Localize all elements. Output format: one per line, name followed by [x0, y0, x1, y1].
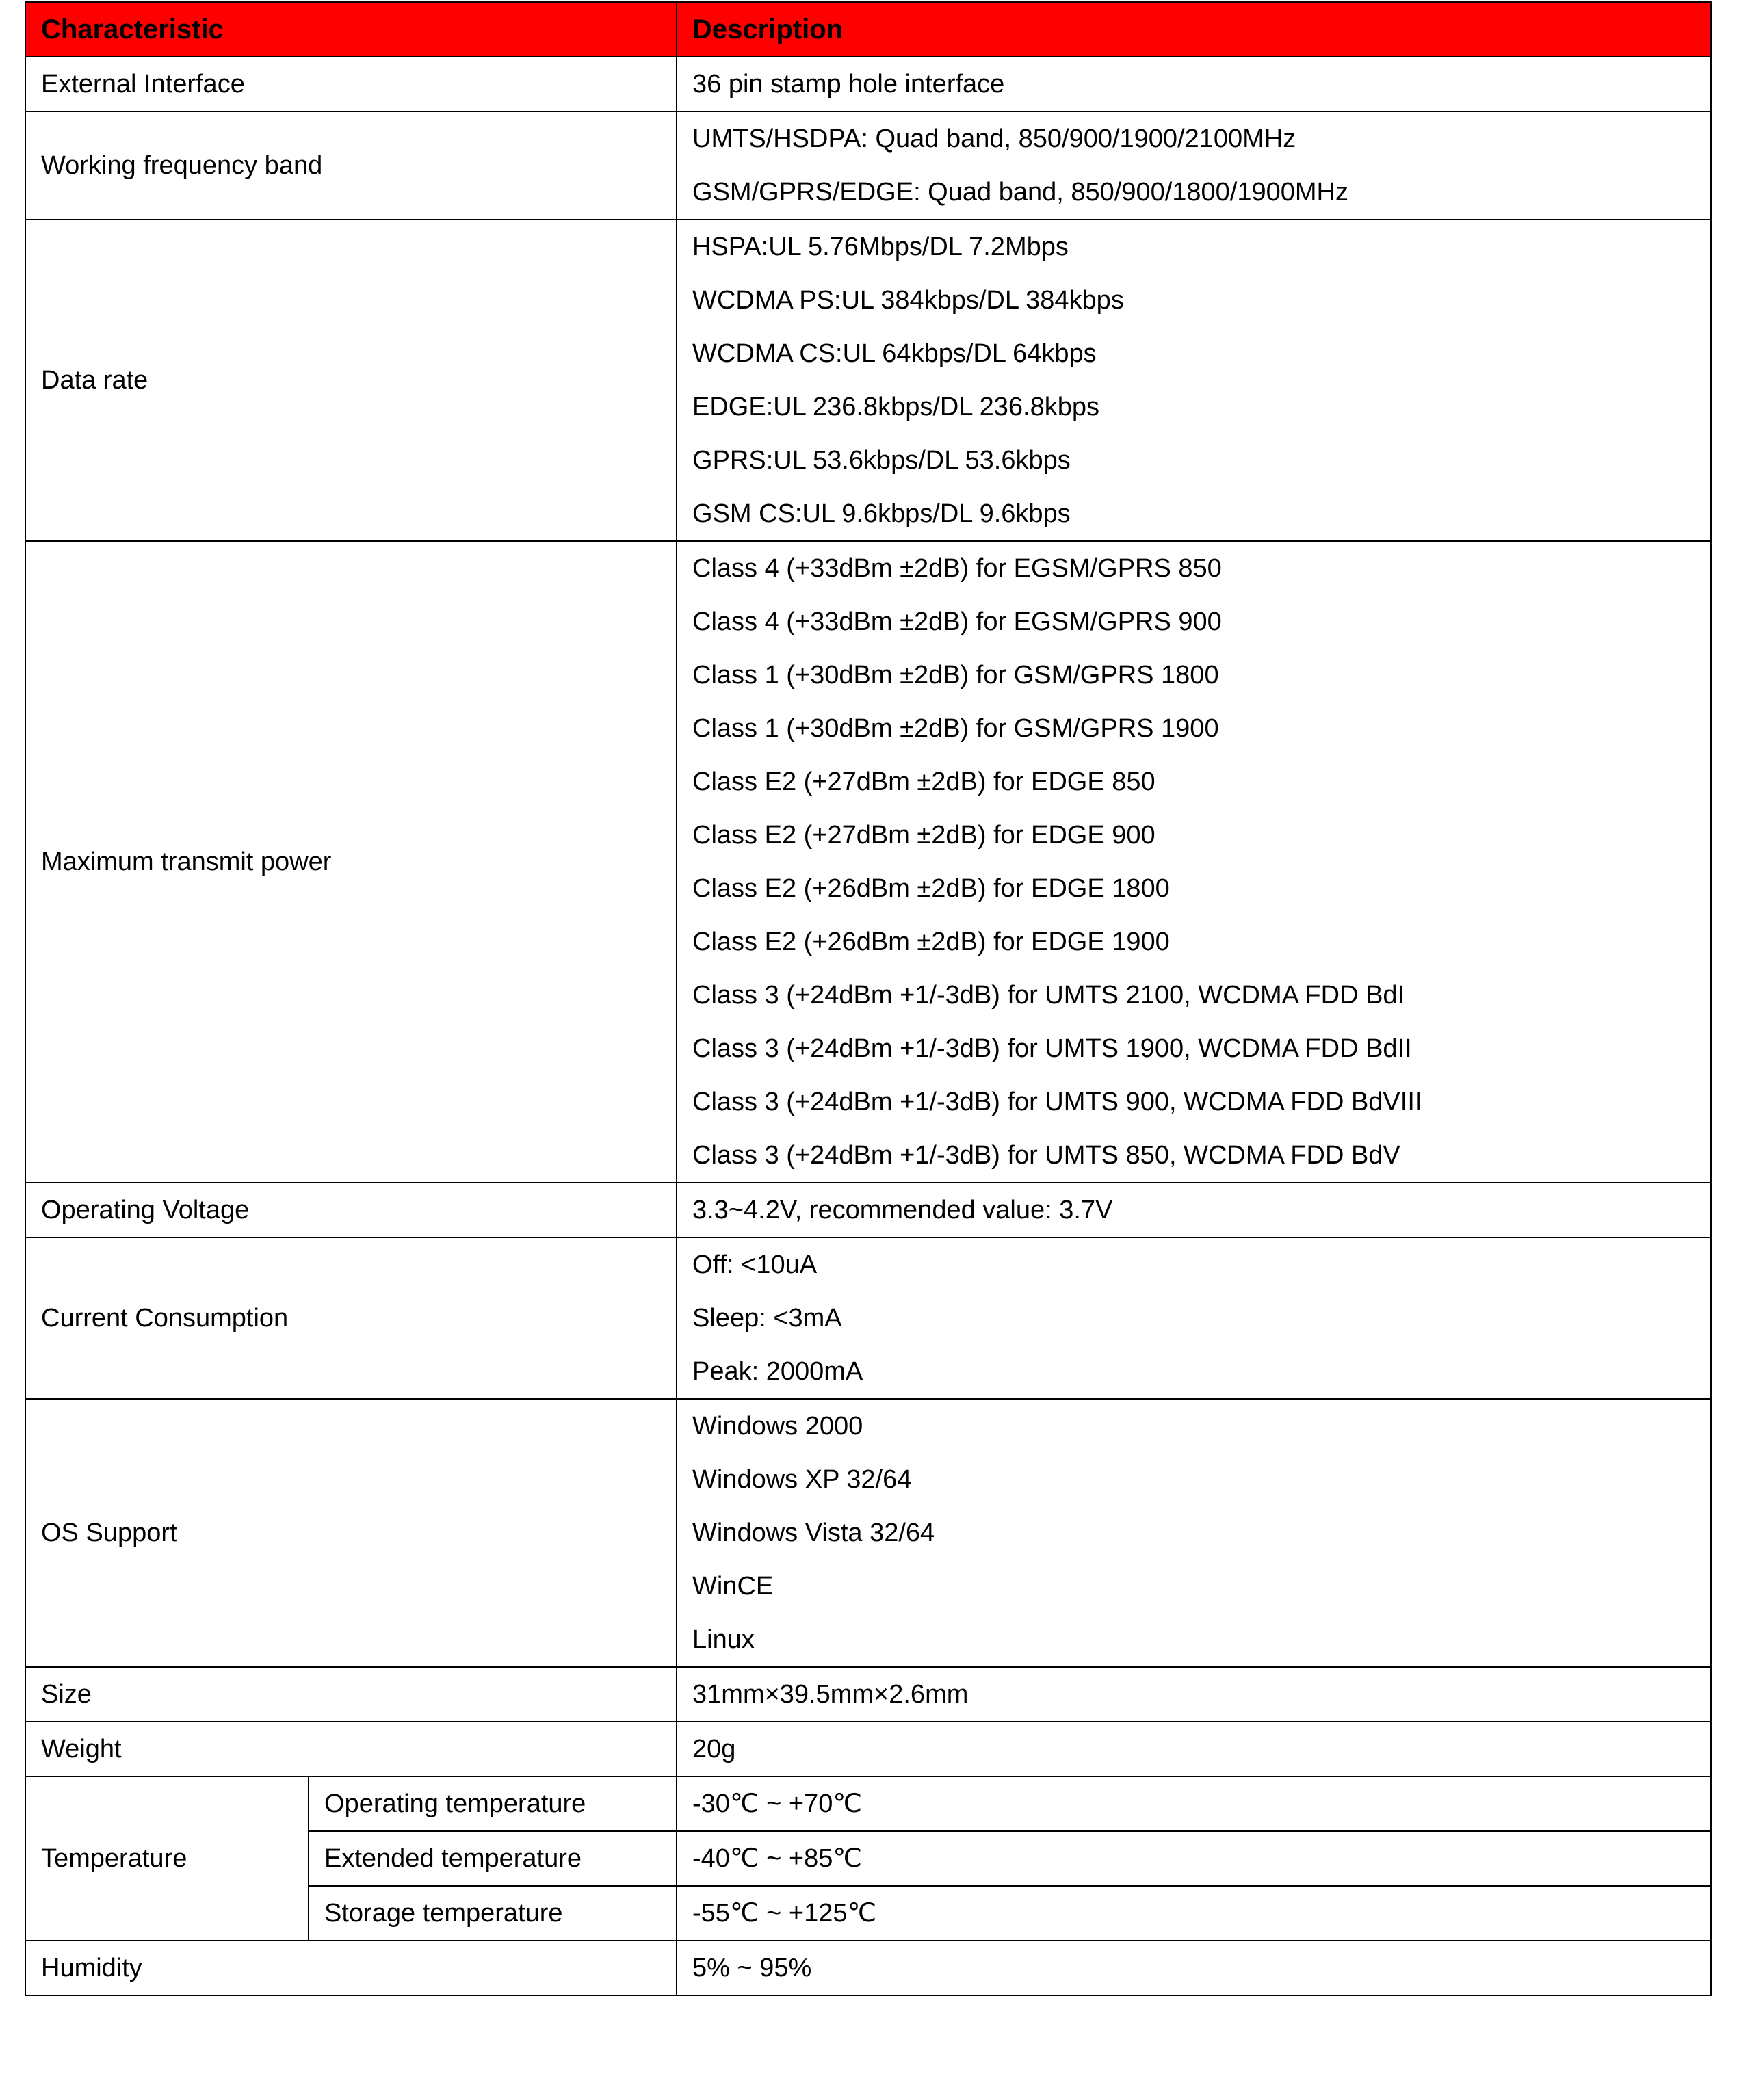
- description-line: WCDMA CS:UL 64kbps/DL 64kbps: [692, 339, 1097, 368]
- description-line: 5% ~ 95%: [692, 1954, 812, 1982]
- row-label-operating-voltage: Operating Voltage: [25, 1183, 677, 1237]
- description-line: Off: <10uA: [692, 1250, 818, 1279]
- description-line: Class 3 (+24dBm +1/-3dB) for UMTS 900, WCDMA FDD BdVIII: [692, 1088, 1422, 1116]
- row-label-data-rate: Data rate: [25, 220, 677, 541]
- description-line: Peak: 2000mA: [692, 1357, 863, 1386]
- description-line: HSPA:UL 5.76Mbps/DL 7.2Mbps: [692, 233, 1069, 261]
- row-label-max-transmit-power: Maximum transmit power: [25, 541, 677, 1183]
- specification-table: [25, 1, 1712, 1996]
- table-row: [25, 541, 1711, 1183]
- row-value-external-interface: [677, 57, 1711, 111]
- table-row: [25, 1722, 1711, 1776]
- description-line: Windows Vista 32/64: [692, 1519, 935, 1547]
- table-header-row: [25, 2, 1711, 57]
- description-line: GSM CS:UL 9.6kbps/DL 9.6kbps: [692, 499, 1071, 528]
- row-label-temperature: Temperature: [25, 1776, 309, 1941]
- table-row: [25, 1667, 1711, 1722]
- table-row: [25, 220, 1711, 541]
- description-line: WinCE: [692, 1572, 774, 1601]
- description-line: GSM/GPRS/EDGE: Quad band, 850/900/1800/1900MHz: [692, 178, 1348, 207]
- sub-label-extended-temperature: Extended temperature: [309, 1831, 677, 1886]
- description-line: WCDMA PS:UL 384kbps/DL 384kbps: [692, 286, 1124, 315]
- table-row: [25, 1237, 1711, 1399]
- row-value-max-transmit-power: [677, 541, 1711, 1183]
- description-line: Class 1 (+30dBm ±2dB) for GSM/GPRS 1800: [692, 661, 1219, 690]
- row-label-humidity: Humidity: [25, 1941, 677, 1995]
- description-line: UMTS/HSDPA: Quad band, 850/900/1900/2100MHz: [692, 124, 1296, 153]
- row-value-weight: [677, 1722, 1711, 1776]
- table-row: [25, 1183, 1711, 1237]
- row-value-operating-voltage: [677, 1183, 1711, 1237]
- header-description: Description: [677, 2, 1711, 57]
- row-value-current-consumption: [677, 1237, 1711, 1399]
- row-label-current-consumption: Current Consumption: [25, 1237, 677, 1399]
- description-line: Linux: [692, 1625, 755, 1654]
- description-line: Class E2 (+27dBm ±2dB) for EDGE 900: [692, 821, 1155, 850]
- row-label-weight: Weight: [25, 1722, 677, 1776]
- description-line: EDGE:UL 236.8kbps/DL 236.8kbps: [692, 393, 1099, 421]
- row-label-os-support: OS Support: [25, 1399, 677, 1667]
- table-row: [25, 1399, 1711, 1667]
- description-line: Windows 2000: [692, 1412, 863, 1441]
- description-line: 36 pin stamp hole interface: [692, 70, 1005, 99]
- sub-value-extended-temperature: -40℃ ~ +85℃: [677, 1831, 1711, 1886]
- sub-value-storage-temperature: -55℃ ~ +125℃: [677, 1886, 1711, 1941]
- row-label-frequency-band: Working frequency band: [25, 111, 677, 220]
- sub-label-storage-temperature: Storage temperature: [309, 1886, 677, 1941]
- table-row: [25, 1776, 1711, 1831]
- description-line: Class 3 (+24dBm +1/-3dB) for UMTS 1900, WCDMA FDD BdII: [692, 1034, 1412, 1063]
- description-line: Class E2 (+27dBm ±2dB) for EDGE 850: [692, 767, 1155, 796]
- sub-label-operating-temperature: Operating temperature: [309, 1776, 677, 1831]
- description-line: Class 3 (+24dBm +1/-3dB) for UMTS 850, WCDMA FDD BdV: [692, 1141, 1400, 1170]
- description-line: Class E2 (+26dBm ±2dB) for EDGE 1900: [692, 928, 1170, 956]
- header-characteristic: Characteristic: [25, 2, 677, 57]
- row-value-os-support: [677, 1399, 1711, 1667]
- description-line: Windows XP 32/64: [692, 1465, 912, 1494]
- description-line: 20g: [692, 1735, 736, 1763]
- description-line: 3.3~4.2V, recommended value: 3.7V: [692, 1196, 1113, 1224]
- table-row: [25, 1941, 1711, 1995]
- description-line: Class 1 (+30dBm ±2dB) for GSM/GPRS 1900: [692, 714, 1219, 743]
- row-value-frequency-band: [677, 111, 1711, 220]
- description-line: Class E2 (+26dBm ±2dB) for EDGE 1800: [692, 874, 1170, 903]
- description-line: Sleep: <3mA: [692, 1304, 842, 1333]
- description-line: Class 4 (+33dBm ±2dB) for EGSM/GPRS 850: [692, 554, 1222, 583]
- description-line: Class 3 (+24dBm +1/-3dB) for UMTS 2100, WCDMA FDD BdI: [692, 981, 1405, 1010]
- row-value-data-rate: [677, 220, 1711, 541]
- description-line: GPRS:UL 53.6kbps/DL 53.6kbps: [692, 446, 1071, 475]
- description-line: 31mm×39.5mm×2.6mm: [692, 1680, 969, 1709]
- table-row: [25, 57, 1711, 111]
- sub-value-operating-temperature: -30℃ ~ +70℃: [677, 1776, 1711, 1831]
- table-row: [25, 111, 1711, 220]
- row-value-humidity: [677, 1941, 1711, 1995]
- row-value-size: [677, 1667, 1711, 1722]
- description-line: Class 4 (+33dBm ±2dB) for EGSM/GPRS 900: [692, 607, 1222, 636]
- row-label-size: Size: [25, 1667, 677, 1722]
- row-label-external-interface: External Interface: [25, 57, 677, 111]
